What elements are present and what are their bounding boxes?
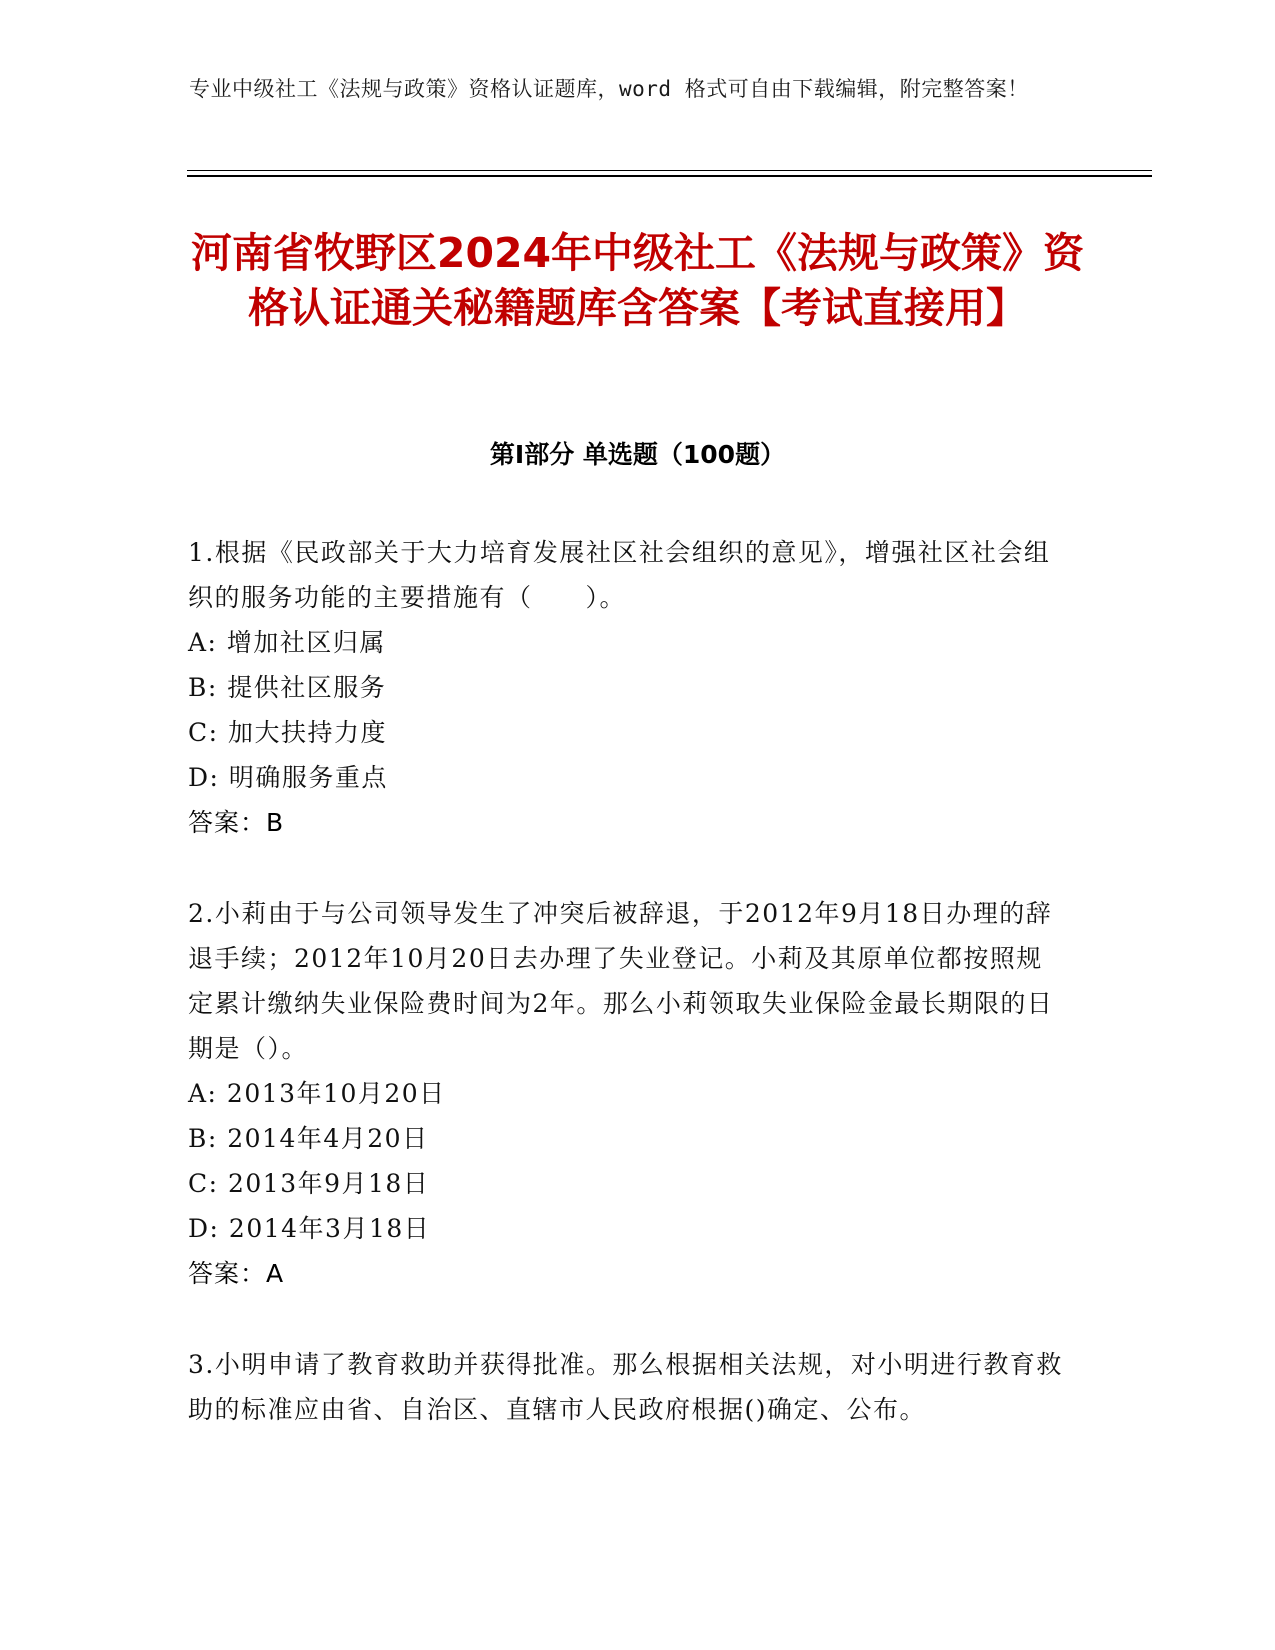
option-a: A: 增加社区归属: [188, 628, 386, 657]
option-d: D: 2014年3月18日: [188, 1214, 431, 1243]
header-divider-top: [187, 170, 1152, 171]
question-1: [188, 530, 1068, 845]
answer-label: 答案：B: [188, 808, 285, 837]
question-stem: 2.小莉由于与公司领导发生了冲突后被辞退，于2012年9月18日办理的辞退手续；2012年10月20日去办理了失业登记。小莉及其原单位都按照规定累计缴纳失业保险费时间为2年。那么小莉领取失业保险金最长期限的日期是（）。: [188, 899, 1054, 1063]
document-title: 河南省牧野区2024年中级社工《法规与政策》资格认证通关秘籍题库含答案【考试直接用】: [190, 229, 1085, 332]
option-d: D: 明确服务重点: [188, 763, 388, 792]
option-c: C: 2013年9月18日: [188, 1169, 430, 1198]
question-2: [188, 891, 1068, 1296]
header-divider-bottom: [187, 175, 1152, 177]
option-c: C: 加大扶持力度: [188, 718, 387, 747]
question-list: [188, 530, 1068, 1478]
question-stem: 3.小明申请了教育救助并获得批准。那么根据相关法规，对小明进行教育救助的标准应由省、自治区、直辖市人民政府根据()确定、公布。: [188, 1350, 1063, 1424]
option-a: A: 2013年10月20日: [188, 1079, 446, 1108]
question-stem: 1.根据《民政部关于大力培育发展社区社会组织的意见》，增强社区社会组织的服务功能的主要措施有（ ）。: [188, 538, 1051, 612]
section-title: 第Ⅰ部分 单选题（100题）: [489, 440, 786, 469]
answer-label: 答案：A: [188, 1259, 285, 1288]
option-b: B: 2014年4月20日: [188, 1124, 429, 1153]
header-note: 专业中级社工《法规与政策》资格认证题库，word 格式可自由下载编辑，附完整答案！: [189, 77, 1029, 101]
question-3: [188, 1342, 1068, 1432]
option-b: B: 提供社区服务: [188, 673, 387, 702]
